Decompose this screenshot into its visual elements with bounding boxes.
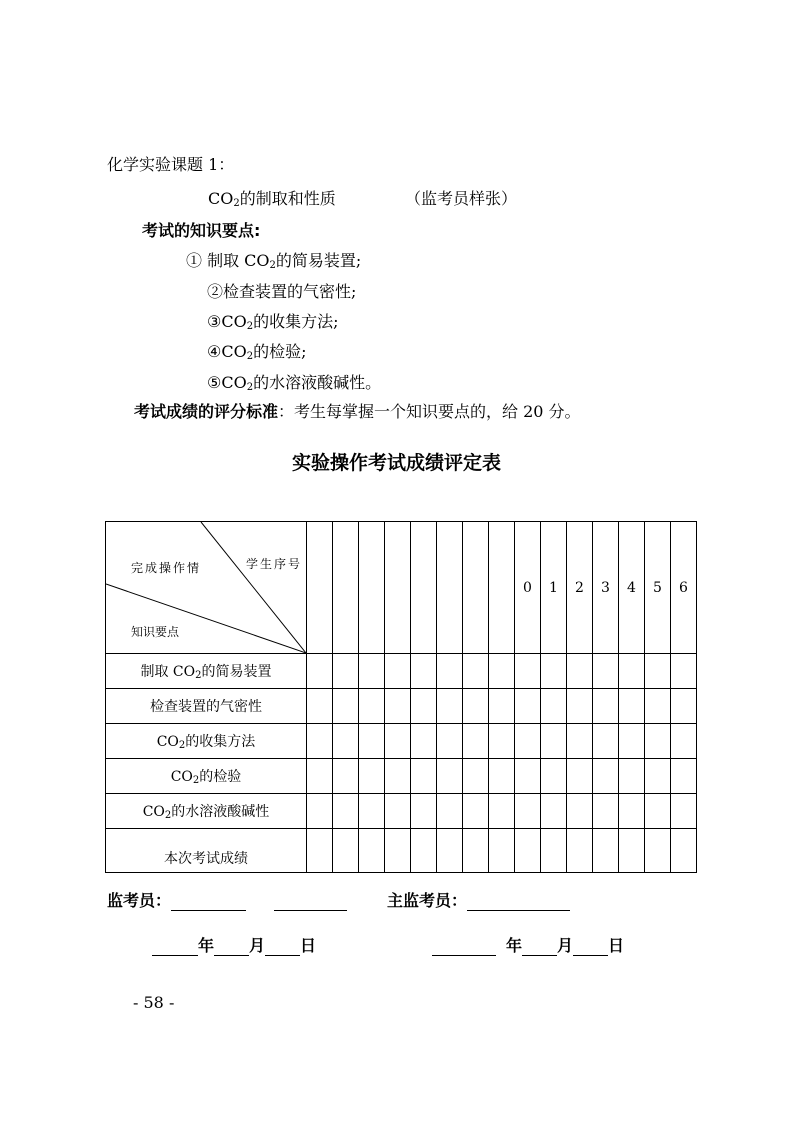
score-cell[interactable] (411, 724, 437, 759)
score-cell[interactable] (437, 724, 463, 759)
table-row (106, 829, 697, 873)
score-cell[interactable] (385, 689, 411, 724)
score-cell[interactable] (541, 794, 567, 829)
row-label (106, 759, 307, 794)
examiner-blank-2[interactable] (274, 894, 347, 911)
score-cell[interactable] (567, 829, 593, 873)
table-header-row (106, 522, 697, 654)
knowledge-item-prefix: ④CO (207, 342, 247, 361)
subject-suffix: 的制取和性质 (239, 189, 336, 208)
student-number: 4 (619, 522, 645, 654)
row-label-prefix: CO (156, 734, 179, 750)
score-cell[interactable] (489, 724, 515, 759)
score-cell[interactable] (541, 654, 567, 689)
empty-cell (463, 522, 489, 654)
knowledge-item-sub: 2 (246, 382, 254, 393)
score-cell[interactable] (307, 759, 333, 794)
score-cell[interactable] (593, 654, 619, 689)
score-cell[interactable] (489, 689, 515, 724)
month-blank[interactable] (214, 939, 249, 956)
score-cell[interactable] (671, 829, 697, 873)
score-cell[interactable] (645, 794, 671, 829)
score-cell[interactable] (359, 794, 385, 829)
examiner-label: 监考员： (107, 891, 172, 910)
student-number: 5 (645, 522, 671, 654)
knowledge-item (207, 309, 338, 332)
score-cell[interactable] (619, 759, 645, 794)
table-row (106, 759, 697, 794)
score-cell[interactable] (385, 759, 411, 794)
score-cell[interactable] (645, 689, 671, 724)
page-number: - 58 - (133, 993, 175, 1012)
score-cell[interactable] (645, 829, 671, 873)
scoring-text: ：考生每掌握一个知识要点的，给 20 分。 (278, 402, 581, 421)
day-label: 日 (300, 936, 317, 955)
score-cell[interactable] (333, 654, 359, 689)
score-cell[interactable] (567, 689, 593, 724)
row-label-sub: 2 (195, 670, 202, 681)
row-label (106, 829, 307, 873)
row-label-suffix: 的检验 (199, 769, 242, 785)
knowledge-item (207, 370, 381, 393)
month-label: 月 (557, 936, 574, 955)
corner-cell (106, 522, 307, 654)
student-number: 1 (541, 522, 567, 654)
score-cell[interactable] (671, 689, 697, 724)
score-cell[interactable] (645, 759, 671, 794)
chief-blank[interactable] (467, 894, 570, 911)
score-cell[interactable] (307, 794, 333, 829)
score-cell[interactable] (619, 689, 645, 724)
subject-title (208, 186, 336, 209)
row-label-prefix: 制取 CO (140, 664, 196, 680)
scoring-label: 考试成绩的评分标准 (134, 402, 279, 421)
table-title: 实验操作考试成绩评定表 (291, 452, 501, 474)
copy-label: （监考员样张） (405, 189, 518, 208)
row-label-prefix: 检查装置的气密性 (150, 699, 262, 715)
score-cell[interactable] (619, 794, 645, 829)
score-cell[interactable] (593, 829, 619, 873)
score-cell[interactable] (437, 689, 463, 724)
score-cell[interactable] (593, 759, 619, 794)
score-cell[interactable] (411, 654, 437, 689)
score-cell[interactable] (541, 724, 567, 759)
score-cell[interactable] (671, 794, 697, 829)
score-cell[interactable] (619, 654, 645, 689)
row-label-prefix: CO (170, 769, 193, 785)
row-label-suffix: 的水溶液酸碱性 (171, 804, 270, 820)
examiner-line (107, 888, 347, 911)
course-title: 化学实验课题 1： (107, 155, 235, 174)
row-label-prefix: CO (142, 804, 165, 820)
score-cell[interactable] (515, 794, 541, 829)
empty-cell (333, 522, 359, 654)
score-cell[interactable] (333, 724, 359, 759)
knowledge-item-sub: 2 (246, 351, 254, 362)
table-row (106, 689, 697, 724)
month-blank[interactable] (522, 939, 557, 956)
corner-middle-label: 完成操作情 (131, 561, 202, 575)
score-cell[interactable] (671, 654, 697, 689)
knowledge-item-sub: 2 (246, 321, 254, 332)
table-row (106, 654, 697, 689)
row-label (106, 794, 307, 829)
score-cell[interactable] (333, 759, 359, 794)
day-label: 日 (608, 936, 625, 955)
score-cell[interactable] (385, 829, 411, 873)
chief-label: 主监考员： (387, 891, 468, 910)
score-cell[interactable] (463, 689, 489, 724)
empty-cell (489, 522, 515, 654)
score-table (105, 521, 697, 873)
score-cell[interactable] (671, 724, 697, 759)
knowledge-item-suffix: 的简易装置; (275, 251, 362, 270)
score-cell[interactable] (359, 724, 385, 759)
score-cell[interactable] (645, 724, 671, 759)
table-row (106, 794, 697, 829)
score-cell[interactable] (385, 794, 411, 829)
score-cell[interactable] (463, 724, 489, 759)
score-cell[interactable] (411, 759, 437, 794)
score-cell[interactable] (645, 654, 671, 689)
score-cell[interactable] (333, 689, 359, 724)
row-label-sub: 2 (192, 775, 200, 786)
day-blank[interactable] (265, 939, 300, 956)
score-cell[interactable] (437, 654, 463, 689)
score-cell[interactable] (515, 654, 541, 689)
student-number: 2 (567, 522, 593, 654)
score-cell[interactable] (463, 654, 489, 689)
corner-top-label: 学生序号 (246, 557, 303, 571)
row-label-suffix: 的简易装置 (201, 664, 272, 680)
score-cell[interactable] (437, 759, 463, 794)
empty-cell (307, 522, 333, 654)
score-cell[interactable] (541, 689, 567, 724)
knowledge-item (207, 339, 306, 362)
score-cell[interactable] (593, 724, 619, 759)
score-cell[interactable] (619, 724, 645, 759)
score-cell[interactable] (515, 759, 541, 794)
day-blank[interactable] (573, 939, 608, 956)
year-label: 年 (506, 936, 523, 955)
score-cell[interactable] (593, 794, 619, 829)
knowledge-item (186, 248, 361, 271)
score-cell[interactable] (411, 829, 437, 873)
score-cell[interactable] (359, 829, 385, 873)
score-cell[interactable] (593, 689, 619, 724)
knowledge-item-suffix: 的收集方法; (253, 312, 339, 331)
year-blank[interactable] (432, 939, 496, 956)
row-label (106, 654, 307, 689)
score-cell[interactable] (333, 829, 359, 873)
knowledge-heading: 考试的知识要点: (142, 221, 261, 240)
score-cell[interactable] (359, 759, 385, 794)
knowledge-item-suffix: 的水溶液酸碱性。 (253, 373, 382, 392)
score-cell[interactable] (489, 654, 515, 689)
knowledge-item (207, 279, 356, 302)
row-label (106, 689, 307, 724)
score-cell[interactable] (541, 829, 567, 873)
score-cell[interactable] (671, 759, 697, 794)
empty-cell (385, 522, 411, 654)
knowledge-item-prefix: ②检查装置的气密性; (207, 282, 357, 301)
date-left (152, 933, 316, 956)
student-number: 0 (515, 522, 541, 654)
date-right (432, 933, 624, 956)
score-cell[interactable] (307, 689, 333, 724)
score-cell[interactable] (463, 829, 489, 873)
score-cell[interactable] (567, 724, 593, 759)
row-label (106, 724, 307, 759)
score-cell[interactable] (411, 794, 437, 829)
student-number: 6 (671, 522, 697, 654)
year-label: 年 (198, 936, 215, 955)
score-cell[interactable] (489, 794, 515, 829)
score-cell[interactable] (567, 654, 593, 689)
knowledge-item-prefix: ③CO (207, 312, 247, 331)
score-cell[interactable] (437, 829, 463, 873)
score-cell[interactable] (333, 794, 359, 829)
score-cell[interactable] (489, 829, 515, 873)
score-cell[interactable] (567, 794, 593, 829)
empty-cell (359, 522, 385, 654)
score-cell[interactable] (385, 654, 411, 689)
empty-cell (411, 522, 437, 654)
corner-bottom-label: 知识要点 (131, 625, 180, 639)
scoring-criteria (134, 399, 581, 422)
score-cell[interactable] (619, 829, 645, 873)
empty-cell (437, 522, 463, 654)
knowledge-item-prefix: ⑤CO (207, 373, 247, 392)
subject-prefix: CO (208, 189, 234, 208)
score-cell[interactable] (307, 724, 333, 759)
score-cell[interactable] (307, 829, 333, 873)
year-blank[interactable] (152, 939, 198, 956)
score-cell[interactable] (437, 794, 463, 829)
score-cell[interactable] (463, 759, 489, 794)
score-cell[interactable] (307, 654, 333, 689)
month-label: 月 (249, 936, 266, 955)
score-cell[interactable] (359, 689, 385, 724)
score-cell[interactable] (541, 759, 567, 794)
score-cell[interactable] (411, 689, 437, 724)
row-label-sub: 2 (164, 810, 172, 821)
knowledge-item-sub: 2 (269, 260, 276, 271)
score-cell[interactable] (515, 689, 541, 724)
row-label-prefix: 本次考试成绩 (164, 851, 248, 867)
row-label-sub: 2 (178, 740, 186, 751)
subject-sub: 2 (233, 198, 240, 209)
row-label-suffix: 的收集方法 (185, 734, 256, 750)
student-number: 3 (593, 522, 619, 654)
score-cell[interactable] (385, 724, 411, 759)
score-cell[interactable] (515, 724, 541, 759)
score-cell[interactable] (359, 654, 385, 689)
score-cell[interactable] (567, 759, 593, 794)
knowledge-item-suffix: 的检验; (253, 342, 307, 361)
table-row (106, 724, 697, 759)
score-cell[interactable] (463, 794, 489, 829)
examiner-blank-1[interactable] (171, 894, 246, 911)
score-cell[interactable] (489, 759, 515, 794)
knowledge-item-prefix: ① 制取 CO (186, 251, 270, 270)
score-cell[interactable] (515, 829, 541, 873)
chief-line (387, 888, 570, 911)
